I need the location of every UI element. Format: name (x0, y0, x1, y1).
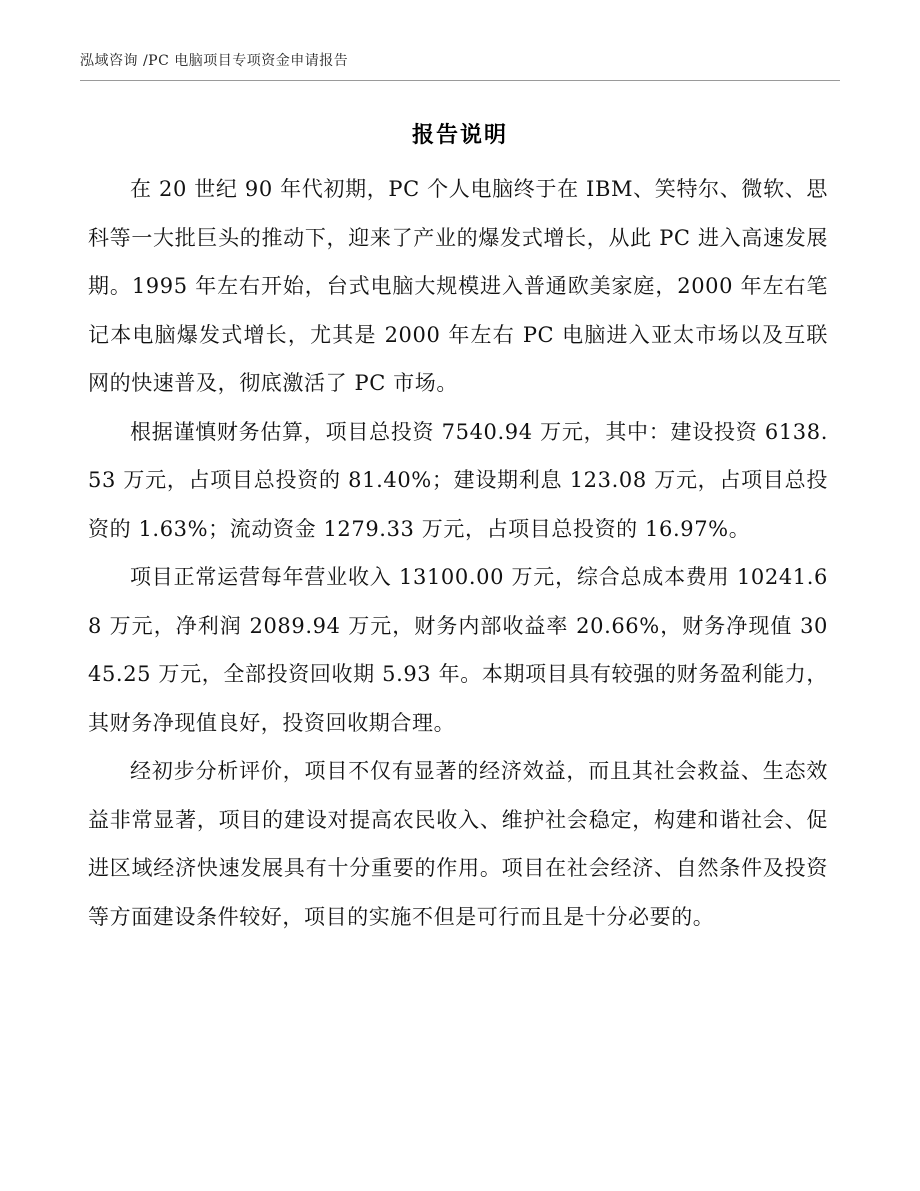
section-title: 报告说明 (411, 122, 508, 148)
header-divider (80, 80, 840, 81)
paragraph-financials: 项目正常运营每年营业收入 13100.00 万元，综合总成本费用 10241.68 万元，净利润 2089.94 万元，财务内部收益率 20.66%，财务净现值 3045.25 万元，全部投资回收期 5.93 年。本期项目具有较强的财务盈利能力，其财务净现值良好，投资回收期合理。 (88, 565, 828, 735)
paragraph-investment: 根据谨慎财务估算，项目总投资 7540.94 万元，其中：建设投资 6138.53 万元，占项目总投资的 81.40%；建设期利息 123.08 万元，占项目总投资的 1.63%；流动资金 1279.33 万元，占项目总投资的 16.97%。 (88, 419, 828, 541)
paragraph-background: 在 20 世纪 90 年代初期，PC 个人电脑终于在 IBM、笑特尔、微软、思科等一大批巨头的推动下，迎来了产业的爆发式增长，从此 PC 进入高速发展期。1995 年左右开始，台式电脑大规模进入普通欧美家庭，2000 年左右笔记本电脑爆发式增长，尤其是 2000 年左右 PC 电脑进入亚太市场以及互联网的快速普及，彻底激活了 PC 市场。 (88, 177, 828, 395)
document-body (88, 165, 828, 941)
paragraph-evaluation: 经初步分析评价，项目不仅有显著的经济效益，而且其社会救益、生态效益非常显著，项目的建设对提高农民收入、维护社会稳定，构建和谐社会、促进区域经济快速发展具有十分重要的作用。项目在社会经济、自然条件及投资等方面建设条件较好，项目的实施不但是可行而且是十分必要的。 (88, 759, 828, 929)
running-header: 泓域咨询 /PC 电脑项目专项资金申请报告 (80, 53, 349, 69)
